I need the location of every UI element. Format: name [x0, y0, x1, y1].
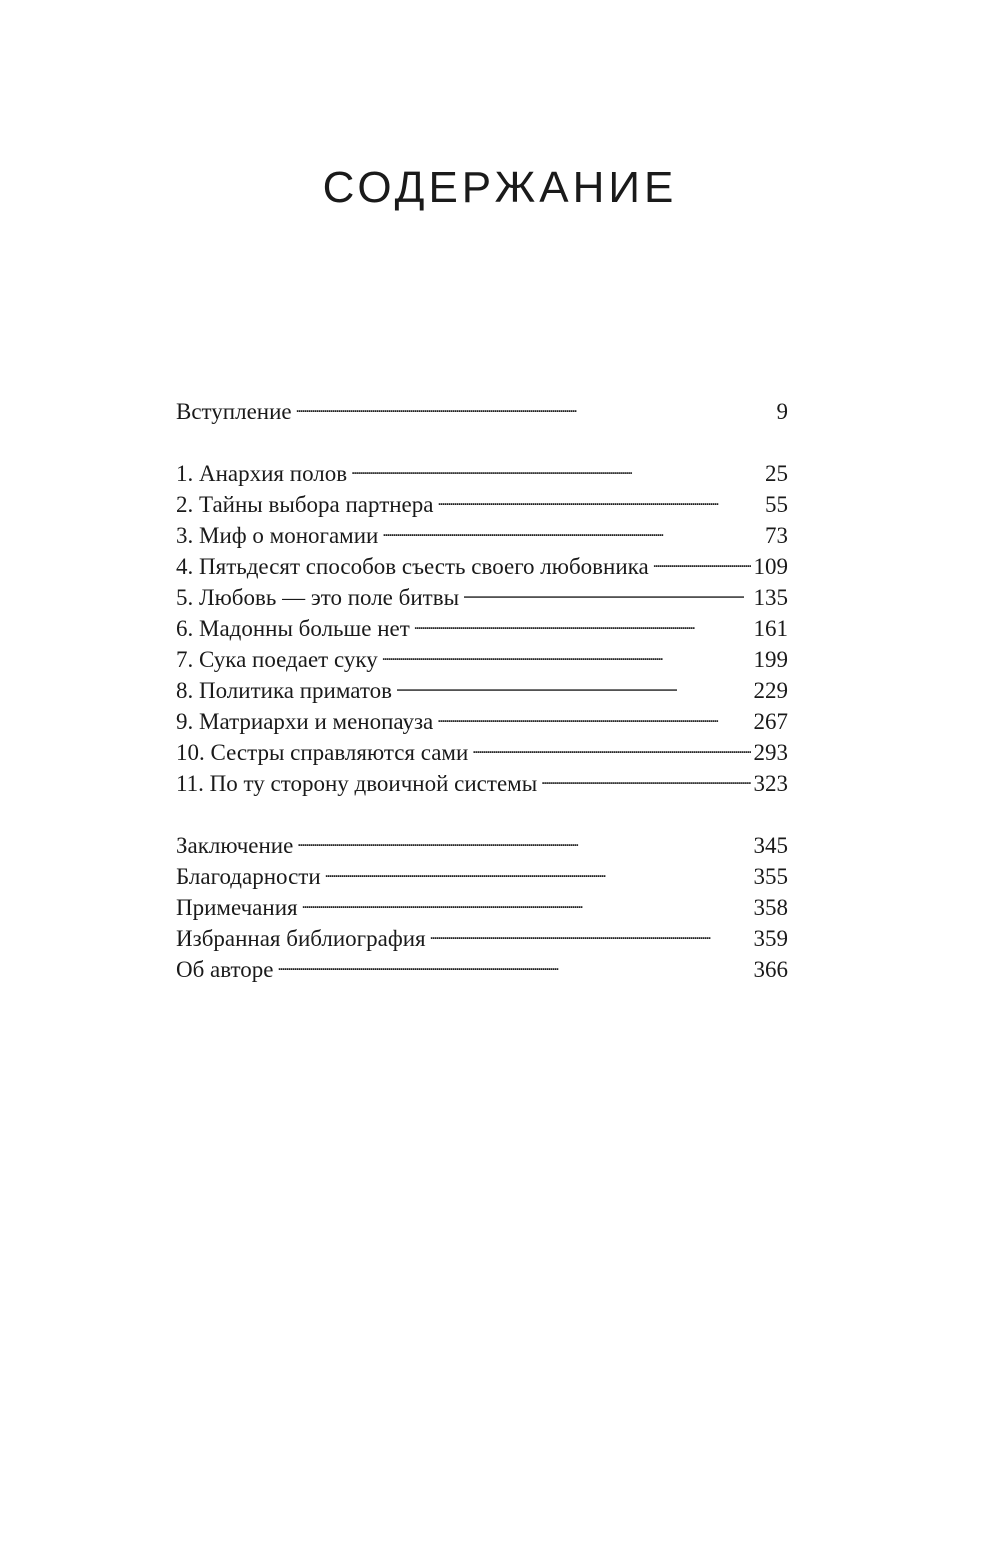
toc-entry-label: 2. Тайны выбора партнера	[176, 492, 434, 517]
toc-entry-page: 355	[753, 864, 788, 889]
dot-leader	[325, 853, 751, 884]
dot-leader	[472, 729, 750, 760]
toc-entry-page: 55	[765, 492, 788, 517]
toc-back-matter-group	[176, 822, 788, 982]
dot-leader	[296, 388, 774, 419]
toc-entry-page: 229	[753, 678, 788, 703]
toc-entry-page: 323	[753, 771, 788, 796]
toc-entry-page: 358	[753, 895, 788, 920]
toc-entry-label: 11. По ту сторону двоичной системы	[176, 771, 538, 796]
toc-entry-label: Вступление	[176, 399, 292, 424]
toc-chapters-group	[176, 450, 788, 796]
toc-entry-label: Заключение	[176, 833, 294, 858]
toc-entry-page: 9	[776, 399, 788, 424]
toc-entry-page: 293	[753, 740, 788, 765]
toc-entry-page: 161	[753, 616, 788, 641]
dot-leader	[297, 822, 750, 853]
toc-entry[interactable]	[176, 450, 788, 486]
dot-leader	[437, 698, 750, 729]
toc-entry-label: Об авторе	[176, 957, 274, 982]
table-of-contents	[176, 388, 788, 982]
dot-leader	[382, 512, 762, 543]
toc-entry-label: Избранная библиография	[176, 926, 426, 951]
dot-leader	[396, 667, 751, 698]
toc-entry-label: 1. Анархия полов	[176, 461, 348, 486]
toc-entry-page: 345	[753, 833, 788, 858]
toc-entry[interactable]	[176, 822, 788, 858]
toc-entry-label: Благодарности	[176, 864, 321, 889]
toc-entry-label: 5. Любовь — это поле битвы	[176, 585, 460, 610]
toc-entry-label: 8. Политика приматов	[176, 678, 392, 703]
dot-leader	[302, 884, 751, 915]
toc-entry-page: 135	[753, 585, 788, 610]
toc-entry-page: 359	[753, 926, 788, 951]
toc-entry-page: 73	[765, 523, 788, 548]
toc-entry-page: 109	[753, 554, 788, 579]
page-title: СОДЕРЖАНИЕ	[322, 163, 678, 212]
toc-entry-page: 366	[753, 957, 788, 982]
dot-leader	[463, 574, 750, 605]
toc-entry-label: 4. Пятьдесят способов съесть своего любовника	[176, 554, 649, 579]
dot-leader	[541, 760, 750, 791]
dot-leader	[414, 605, 751, 636]
toc-entry-label: 3. Миф о моногамии	[176, 523, 379, 548]
toc-intro-group	[176, 388, 788, 424]
dot-leader	[437, 481, 762, 512]
toc-entry-label: 9. Матриархи и менопауза	[176, 709, 434, 734]
toc-entry[interactable]	[176, 388, 788, 424]
toc-entry-page: 267	[753, 709, 788, 734]
dot-leader	[351, 450, 762, 481]
toc-entry-label: Примечания	[176, 895, 298, 920]
dot-leader	[653, 543, 751, 574]
toc-entry-label: 6. Мадонны больше нет	[176, 616, 410, 641]
toc-entry-page: 25	[765, 461, 788, 486]
toc-entry-page: 199	[753, 647, 788, 672]
dot-leader	[430, 915, 751, 946]
toc-entry-label: 7. Сука поедает суку	[176, 647, 378, 672]
toc-entry-label: 10. Сестры справляются сами	[176, 740, 469, 765]
dot-leader	[382, 636, 751, 667]
dot-leader	[278, 946, 751, 977]
